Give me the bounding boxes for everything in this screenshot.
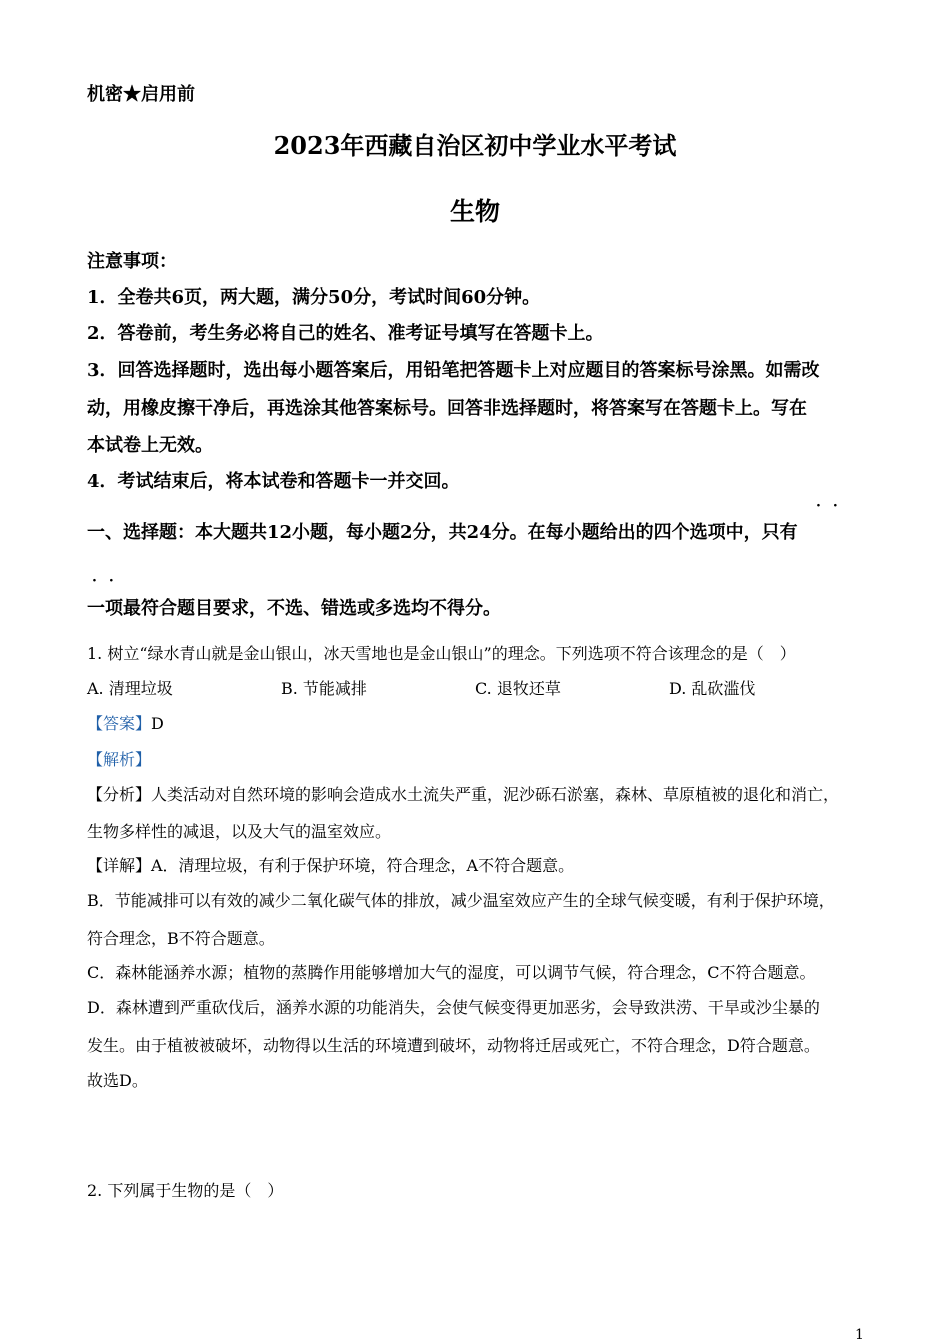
explanation-line: 发生。由于植被被破坏，动物得以生活的环境遭到破坏，动物将迁居或死亡，不符合理念，D符合题意。: [87, 1036, 820, 1055]
explanation-line: 生物多样性的减退，以及大气的温室效应。: [87, 822, 392, 841]
subject-title: 生物: [449, 197, 500, 226]
page-number: 1: [855, 1327, 864, 1343]
notice-item: 2．答卷前，考生务必将自己的姓名、准考证号填写在答题卡上。: [87, 323, 604, 344]
notice-item: 3．回答选择题时，选出每小题答案后，用铅笔把答题卡上对应题目的答案标号涂黑。如需改: [87, 360, 820, 381]
option-a: A. 清理垃圾: [87, 679, 173, 698]
notice-item: 动，用橡皮擦干净后，再选涂其他答案标号。回答非选择题时，将答案写在答题卡上。写在: [87, 398, 807, 419]
question-stem: 2. 下列属于生物的是（ ）: [87, 1181, 284, 1200]
notice-item: 本试卷上无效。: [87, 435, 213, 456]
question-stem: 1. 树立“绿水青山就是金山银山，冰天雪地也是金山银山”的理念。下列选项不符合该理念的是（ ）: [87, 644, 796, 663]
explanation-line: 【详解】A．清理垃圾，有利于保护环境，符合理念，A不符合题意。: [87, 856, 575, 875]
explanation-line: 符合理念，B不符合题意。: [87, 929, 275, 948]
explanation-line: B．节能减排可以有效的减少二氧化碳气体的排放，减少温室效应产生的全球气候变暖，有利于保护环境，: [87, 891, 835, 910]
notice-item: 4．考试结束后，将本试卷和答题卡一并交回。: [87, 471, 460, 492]
notice-heading: 注意事项：: [87, 251, 177, 272]
answer-tag: 【答案】: [87, 714, 152, 733]
explanation-line: C．森林能涵养水源；植物的蒸腾作用能够增加大气的湿度，可以调节气候，符合理念，C不符合题意。: [87, 963, 816, 982]
explanation-line: 故选D。: [87, 1071, 148, 1090]
section-heading: 一、选择题：本大题共12小题，每小题2分，共24分。在每小题给出的四个选项中，只有: [87, 522, 798, 543]
emphasis-dots: ··: [92, 573, 126, 589]
explanation-line: 【分析】人类活动对自然环境的影响会造成水土流失严重，泥沙砾石淤塞，森林、草原植被的退化和消亡，: [87, 785, 840, 804]
explanation-line: D．森林遭到严重砍伐后，涵养水源的功能消失，会使气候变得更加恶劣，会导致洪涝、干旱或沙尘暴的: [87, 998, 820, 1017]
analysis-tag: 【解析】: [87, 750, 152, 769]
answer-line: [87, 711, 164, 734]
option-d: D. 乱砍滥伐: [669, 679, 756, 698]
section-heading: 一项最符合题目要求，不选、错选或多选均不得分。: [87, 598, 501, 619]
secret-label: 机密★启用前: [87, 84, 195, 105]
option-c: C. 退牧还草: [475, 679, 561, 698]
notice-item: 1．全卷共6页，两大题，满分50分，考试时间60分钟。: [87, 287, 541, 308]
exam-title: 2023年西藏自治区初中学业水平考试: [273, 131, 677, 160]
answer-value: D: [151, 714, 164, 733]
emphasis-dots: ··: [816, 498, 850, 514]
option-b: B. 节能减排: [281, 679, 367, 698]
